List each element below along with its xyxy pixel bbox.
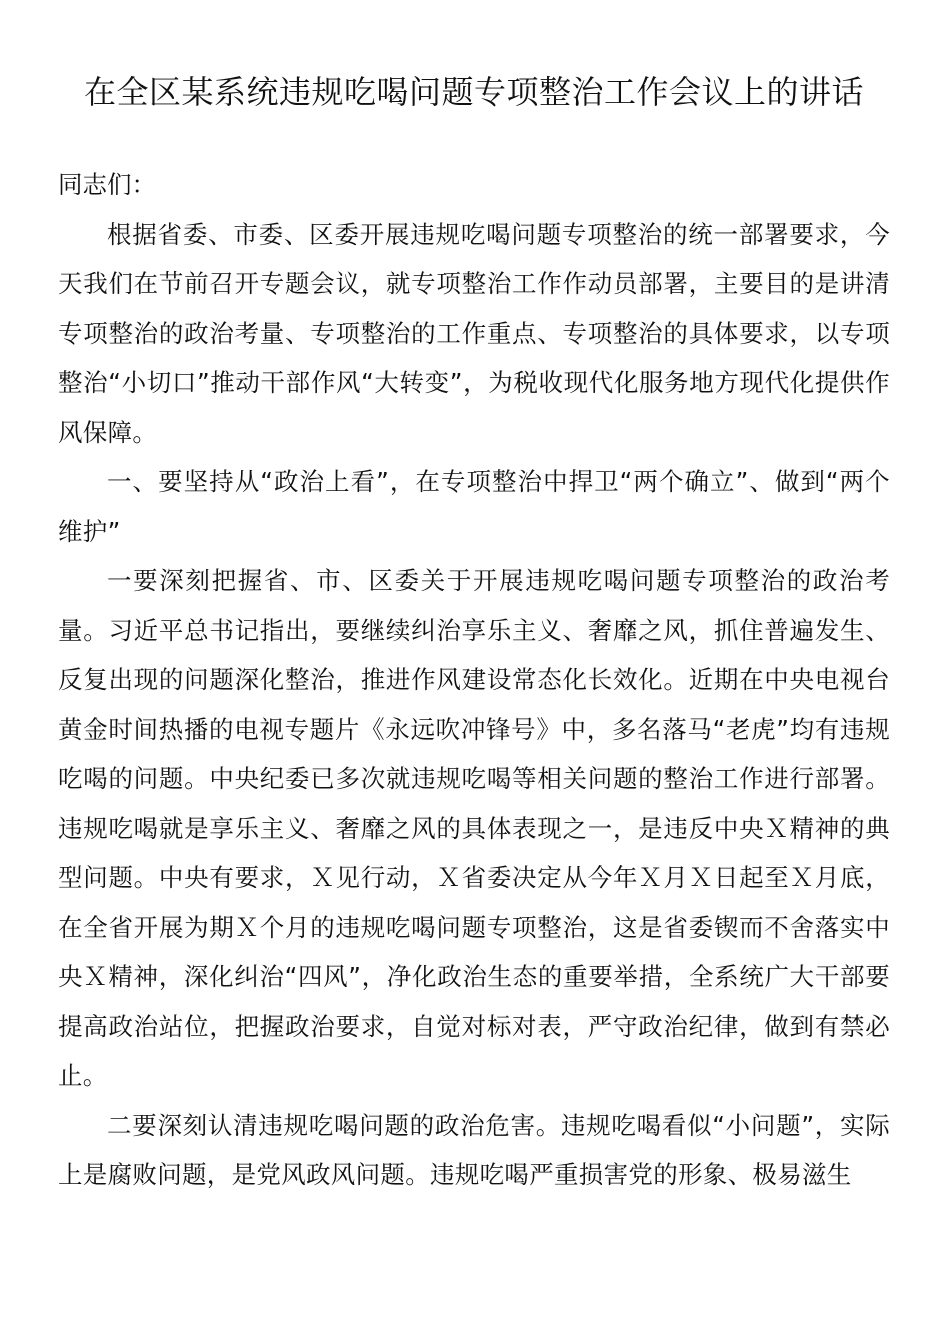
salutation: 同志们： — [58, 170, 156, 199]
paragraph-point-2: 二要深刻认清违规吃喝问题的政治危害。违规吃喝看似“小问题”，实际上是腐败问题，是党风政风问题。违规吃喝严重损害党的形象、极易滋生 — [58, 1110, 890, 1189]
paragraph-point-1: 一要深刻把握省、市、区委关于开展违规吃喝问题专项整治的政治考量。习近平总书记指出，要继续纠治享乐主义、奢靡之风，抓住普遍发生、反复出现的问题深化整治，推进作风建设常态化长效化。近期在中央电视台黄金时间热播的电视专题片《永远吹冲锋号》中，多名落马“老虎”均有违规吃喝的问题。中央纪委已多次就违规吃喝等相关问题的整治工作进行部署。违规吃喝就是享乐主义、奢靡之风的具体表现之一，是违反中央Ｘ精神的典型问题。中央有要求，Ｘ见行动，Ｘ省委决定从今年Ｘ月Ｘ日起至Ｘ月底，在全省开展为期Ｘ个月的违规吃喝问题专项整治，这是省委锲而不舍落实中央Ｘ精神，深化纠治“四风”，净化政治生态的重要举措，全系统广大干部要提高政治站位，把握政治要求，自觉对标对表，严守政治纪律，做到有禁必止。 — [58, 566, 890, 1090]
document-body — [58, 160, 890, 1200]
section-heading-1: 一、要坚持从“政治上看”，在专项整治中捍卫“两个确立”、做到“两个维护” — [58, 467, 890, 546]
paragraph-intro: 根据省委、市委、区委开展违规吃喝问题专项整治的统一部署要求，今天我们在节前召开专题会议，就专项整治工作作动员部署，主要目的是讲清专项整治的政治考量、专项整治的工作重点、专项整治的具体要求，以专项整治“小切口”推动干部作风“大转变”，为税收现代化服务地方现代化提供作风保障。 — [58, 219, 890, 447]
document-title: 在全区某系统违规吃喝问题专项整治工作会议上的讲话 — [83, 73, 864, 111]
